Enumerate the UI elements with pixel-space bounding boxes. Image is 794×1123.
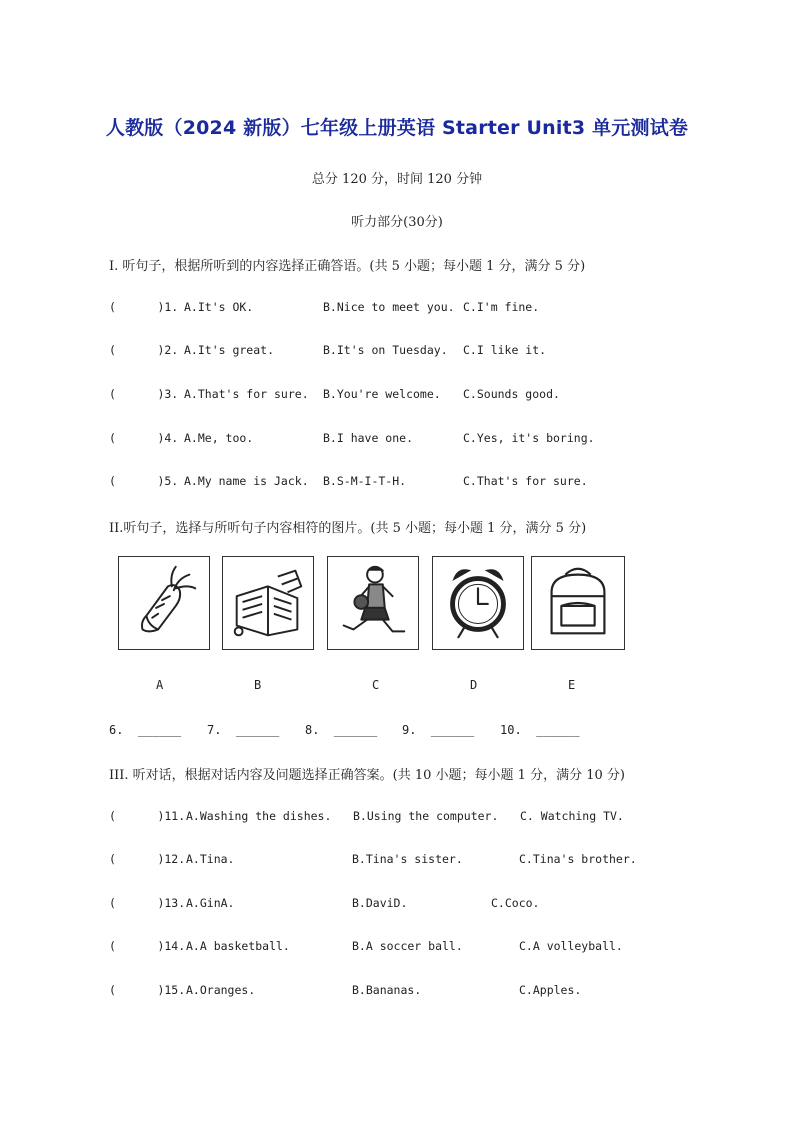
- question-number: ( )4.: [109, 431, 179, 445]
- boy-running-icon: [328, 557, 418, 649]
- page-title: 人教版（2024 新版）七年级上册英语 Starter Unit3 单元测试卷: [105, 117, 689, 139]
- section2-heading: II.听句子，选择与所听句子内容相符的图片。(共 5 小题；每小题 1 分，满分 5 分): [109, 521, 587, 536]
- option-c: C.Tina's brother.: [519, 852, 637, 866]
- option-a: A.It's OK.: [184, 300, 254, 314]
- option-a: A.A basketball.: [186, 939, 290, 953]
- answer-blank[interactable]: 10. ______: [500, 723, 580, 737]
- section3-heading: III. 听对话，根据对话内容及问题选择正确答案。(共 10 小题；每小题 1 分，满分 10 分): [109, 768, 625, 783]
- option-c: C.Coco.: [491, 896, 540, 910]
- books-icon: [223, 557, 313, 649]
- question-number: ( )12.: [109, 852, 186, 866]
- option-a: A.That's for sure.: [184, 387, 309, 401]
- question-number: ( )13.: [109, 896, 186, 910]
- question-number: ( )11.: [109, 809, 186, 823]
- carrot-icon: [119, 557, 209, 649]
- option-a: A.GinA.: [186, 896, 235, 910]
- option-c: C.Sounds good.: [463, 387, 560, 401]
- option-c: C.Apples.: [519, 983, 582, 997]
- alarm-clock-icon: [433, 557, 523, 649]
- picture-b: [222, 556, 314, 650]
- backpack-icon: [532, 557, 624, 649]
- option-b: B.S-M-I-T-H.: [323, 474, 407, 488]
- option-b: B.You're welcome.: [323, 387, 441, 401]
- option-a: A.Oranges.: [186, 983, 256, 997]
- option-c: C.I like it.: [463, 343, 547, 357]
- option-b: B.A soccer ball.: [352, 939, 463, 953]
- picture-e: [531, 556, 625, 650]
- option-a: A.It's great.: [184, 343, 275, 357]
- answer-blank[interactable]: 8. ______: [305, 723, 378, 737]
- option-b: B.Using the computer.: [353, 809, 499, 823]
- question-number: ( )1.: [109, 300, 179, 314]
- option-b: B.Tina's sister.: [352, 852, 463, 866]
- option-a: A.My name is Jack.: [184, 474, 309, 488]
- picture-d: [432, 556, 524, 650]
- listening-part-heading: 听力部分(30分): [351, 215, 443, 230]
- section1-heading: I. 听句子，根据所听到的内容选择正确答语。(共 5 小题；每小题 1 分，满分 5 分): [109, 259, 586, 274]
- picture-label-e: E: [568, 678, 576, 692]
- picture-label-d: D: [470, 678, 478, 692]
- option-a: A.Washing the dishes.: [186, 809, 332, 823]
- picture-label-b: B: [254, 678, 262, 692]
- option-c: C.I'm fine.: [463, 300, 540, 314]
- answer-blank[interactable]: 9. ______: [402, 723, 475, 737]
- question-number: ( )3.: [109, 387, 179, 401]
- option-c: C.A volleyball.: [519, 939, 623, 953]
- option-c: C. Watching TV.: [520, 809, 624, 823]
- option-b: B.I have one.: [323, 431, 414, 445]
- question-number: ( )15.: [109, 983, 186, 997]
- score-time: 总分 120 分，时间 120 分钟: [311, 172, 483, 187]
- question-number: ( )5.: [109, 474, 179, 488]
- question-number: ( )2.: [109, 343, 179, 357]
- picture-a: [118, 556, 210, 650]
- picture-label-a: A: [156, 678, 164, 692]
- option-b: B.Bananas.: [352, 983, 422, 997]
- question-number: ( )14.: [109, 939, 186, 953]
- option-a: A.Tina.: [186, 852, 235, 866]
- option-b: B.Nice to meet you.: [323, 300, 455, 314]
- option-a: A.Me, too.: [184, 431, 254, 445]
- answer-blank[interactable]: 7. ______: [207, 723, 280, 737]
- picture-c: [327, 556, 419, 650]
- option-c: C.Yes, it's boring.: [463, 431, 595, 445]
- picture-label-c: C: [372, 678, 380, 692]
- option-c: C.That's for sure.: [463, 474, 588, 488]
- answer-blank[interactable]: 6. ______: [109, 723, 182, 737]
- option-b: B.DaviD.: [352, 896, 408, 910]
- option-b: B.It's on Tuesday.: [323, 343, 448, 357]
